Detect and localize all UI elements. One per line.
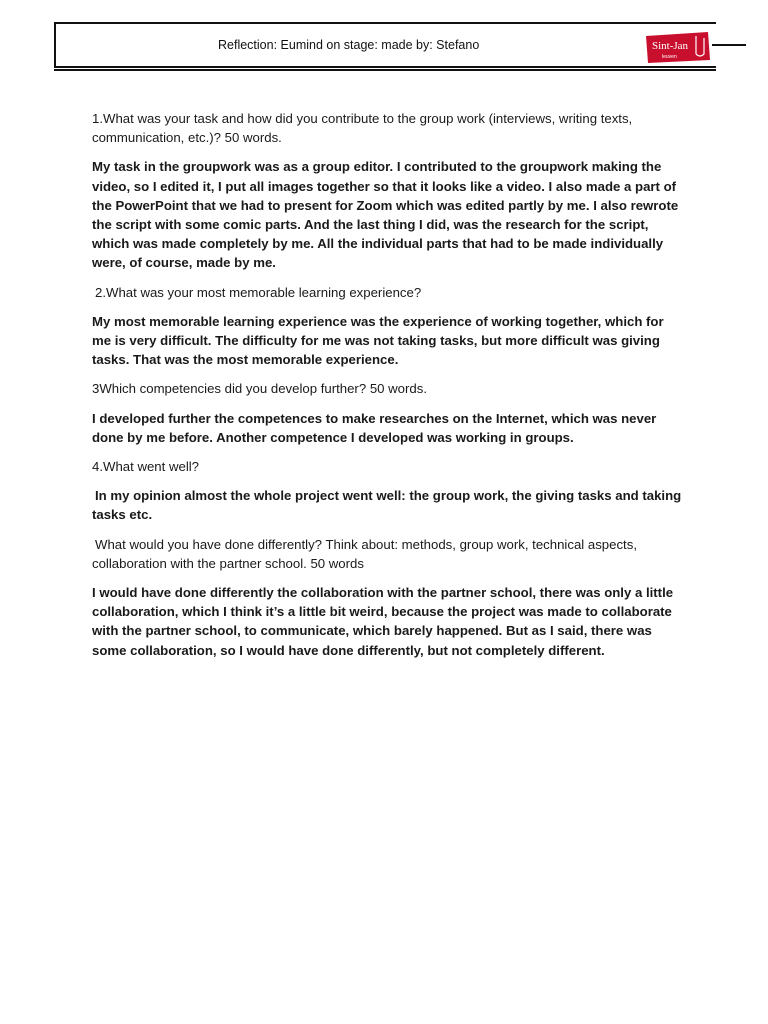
answer-4: In my opinion almost the whole project went well: the group work, the giving tasks and taking tasks etc. xyxy=(92,488,682,523)
answer-2: My most memorable learning experience was the experience of working together, which for me is very difficult. The difficulty for me was not taking tasks, but more difficult was giving tasks. That was the most memorable experience. xyxy=(92,313,664,368)
logo-text: Sint-Jan xyxy=(652,40,689,52)
header-underline xyxy=(54,69,716,71)
answer-1: My task in the groupwork was as a group editor. I contributed to the groupwork making the video, so I edited it, I put all images together so that it looks like a video. I also made a part of the PowerPoint that we had to present for Zoom which was edited partly by me. I also rewrote the script with some comic parts. And the last thing I did, was the research for the script, which was made completely by me. All the individual parts that had to be made individually were, of course, made by me. xyxy=(92,159,679,271)
answer-5: I would have done differently the collaboration with the partner school, there was only a little collaboration, which I think it’s a little bit weird, because the project was made to collaborate with the partner school, to communicate, which barely happened. But as I said, there was some collaboration, so I would have done differently, but not completely different. xyxy=(92,585,674,658)
page-title: Reflection: Eumind on stage: made by: Stefano xyxy=(218,38,480,52)
header-rule xyxy=(712,44,746,46)
question-3: 3Which competencies did you develop further? 50 words. xyxy=(92,381,427,397)
question-2: 2.What was your most memorable learning experience? xyxy=(95,284,422,300)
logo-subtext: leuven xyxy=(662,54,677,60)
sint-jan-logo xyxy=(644,30,712,64)
document-body xyxy=(92,109,682,670)
question-1: 1.What was your task and how did you contribute to the group work (interviews, writing texts, communication, etc.)? 50 words. xyxy=(92,111,633,146)
question-4: 4.What went well? xyxy=(92,459,200,475)
answer-3: I developed further the competences to make researches on the Internet, which was never done by me before. Another competence I developed was working in groups. xyxy=(92,410,657,445)
question-5: What would you have done differently? Think about: methods, group work, technical aspects, collaboration with the partner school. 50 words xyxy=(92,536,637,571)
